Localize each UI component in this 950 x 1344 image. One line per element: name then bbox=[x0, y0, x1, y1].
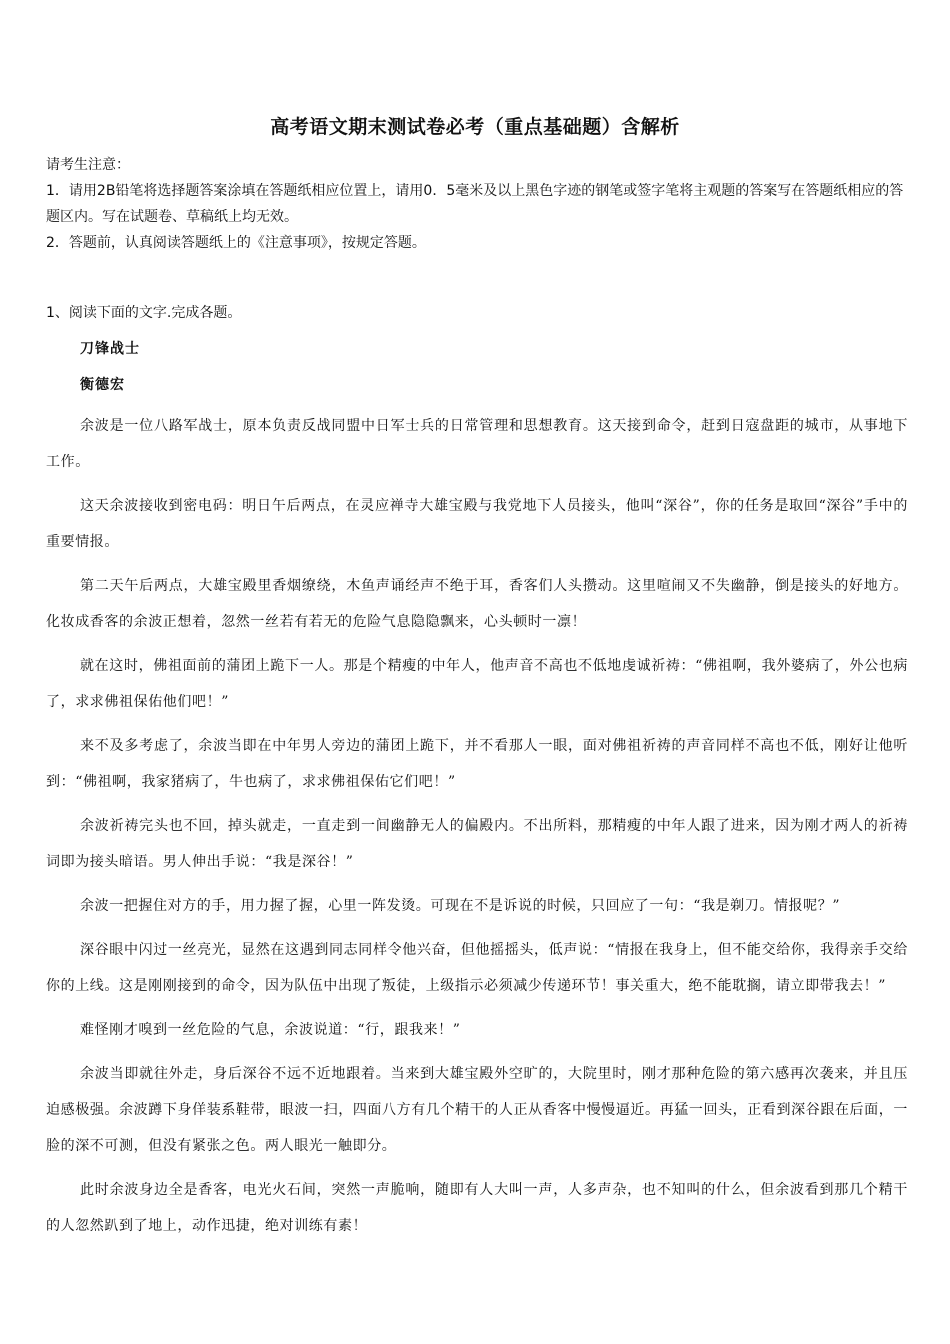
story-paragraph-7: 余波一把握住对方的手，用力握了握，心里一阵发烫。可现在不是诉说的时候，只回应了一句：“我是剃刀。情报呢？” bbox=[80, 898, 841, 914]
exam-notice bbox=[46, 152, 906, 256]
story-paragraph-10: 余波当即就往外走，身后深谷不远不近地跟着。当来到大雄宝殿外空旷的，大院里时，刚才那种危险的第六感再次袭来，并且压迫感极强。余波蹲下身佯装系鞋带，眼波一扫，四面八方有几个精干的人正从香客中慢慢逼近。再猛一回头，正看到深谷跟在后面，一脸的深不可测，但没有紧张之色。两人眼光一触即分。 bbox=[46, 1066, 908, 1154]
story-paragraph-9: 难怪刚才嗅到一丝危险的气息，余波说道：“行，跟我来！” bbox=[80, 1022, 461, 1038]
notice-item-2: 2．答题前，认真阅读答题纸上的《注意事项》，按规定答题。 bbox=[46, 235, 426, 251]
notice-item-1: 1．请用2B铅笔将选择题答案涂填在答题纸相应位置上，请用0．5毫米及以上黑色字迹的钢笔或签字笔将主观题的答案写在答题纸相应的答题区内。写在试题卷、草稿纸上均无效。 bbox=[46, 183, 904, 225]
document-title: 高考语文期末测试卷必考（重点基础题）含解析 bbox=[270, 116, 680, 138]
story-paragraph-4: 就在这时，佛祖面前的蒲团上跪下一人。那是个精瘦的中年人，他声音不高也不低地虔诚祈祷：“佛祖啊，我外婆病了，外公也病了，求求佛祖保佑他们吧！” bbox=[46, 658, 908, 710]
story-paragraph-6: 余波祈祷完头也不回，掉头就走，一直走到一间幽静无人的偏殿内。不出所料，那精瘦的中年人跟了进来，因为刚才两人的祈祷词即为接头暗语。男人伸出手说：“我是深谷！” bbox=[46, 818, 908, 870]
story-paragraph-1: 余波是一位八路军战士，原本负责反战同盟中日军士兵的日常管理和思想教育。这天接到命令，赶到日寇盘距的城市，从事地下工作。 bbox=[46, 418, 908, 470]
story-paragraph-11: 此时余波身边全是香客，电光火石间，突然一声脆响，随即有人大叫一声，人多声杂，也不知叫的什么，但余波看到那几个精干的人忽然趴到了地上，动作迅捷，绝对训练有素！ bbox=[46, 1182, 908, 1234]
story-author: 衡德宏 bbox=[80, 377, 125, 393]
story-paragraph-5: 来不及多考虑了，余波当即在中年男人旁边的蒲团上跪下，并不看那人一眼，面对佛祖祈祷的声音同样不高也不低，刚好让他听到：“佛祖啊，我家猪病了，牛也病了，求求佛祖保佑它们吧！” bbox=[46, 738, 908, 790]
question-heading: 1、阅读下面的文字.完成各题。 bbox=[46, 305, 242, 321]
story-paragraph-8: 深谷眼中闪过一丝亮光，显然在这遇到同志同样令他兴奋，但他摇摇头，低声说：“情报在我身上，但不能交给你，我得亲手交给你的上线。这是刚刚接到的命令，因为队伍中出现了叛徒，上级指示必须减少传递环节！事关重大，绝不能耽搁，请立即带我去！” bbox=[46, 942, 908, 994]
story-title: 刀锋战士 bbox=[80, 341, 140, 357]
reading-question bbox=[46, 300, 908, 1252]
notice-heading: 请考生注意： bbox=[46, 157, 130, 173]
story-paragraph-2: 这天余波接收到密电码：明日午后两点，在灵应禅寺大雄宝殿与我党地下人员接头，他叫“深谷”，你的任务是取回“深谷”手中的重要情报。 bbox=[46, 498, 908, 550]
story-paragraph-3: 第二天午后两点，大雄宝殿里香烟缭绕，木鱼声诵经声不绝于耳，香客们人头攒动。这里喧闹又不失幽静，倒是接头的好地方。化妆成香客的余波正想着，忽然一丝若有若无的危险气息隐隐飘来，心头顿时一凛！ bbox=[46, 578, 908, 630]
